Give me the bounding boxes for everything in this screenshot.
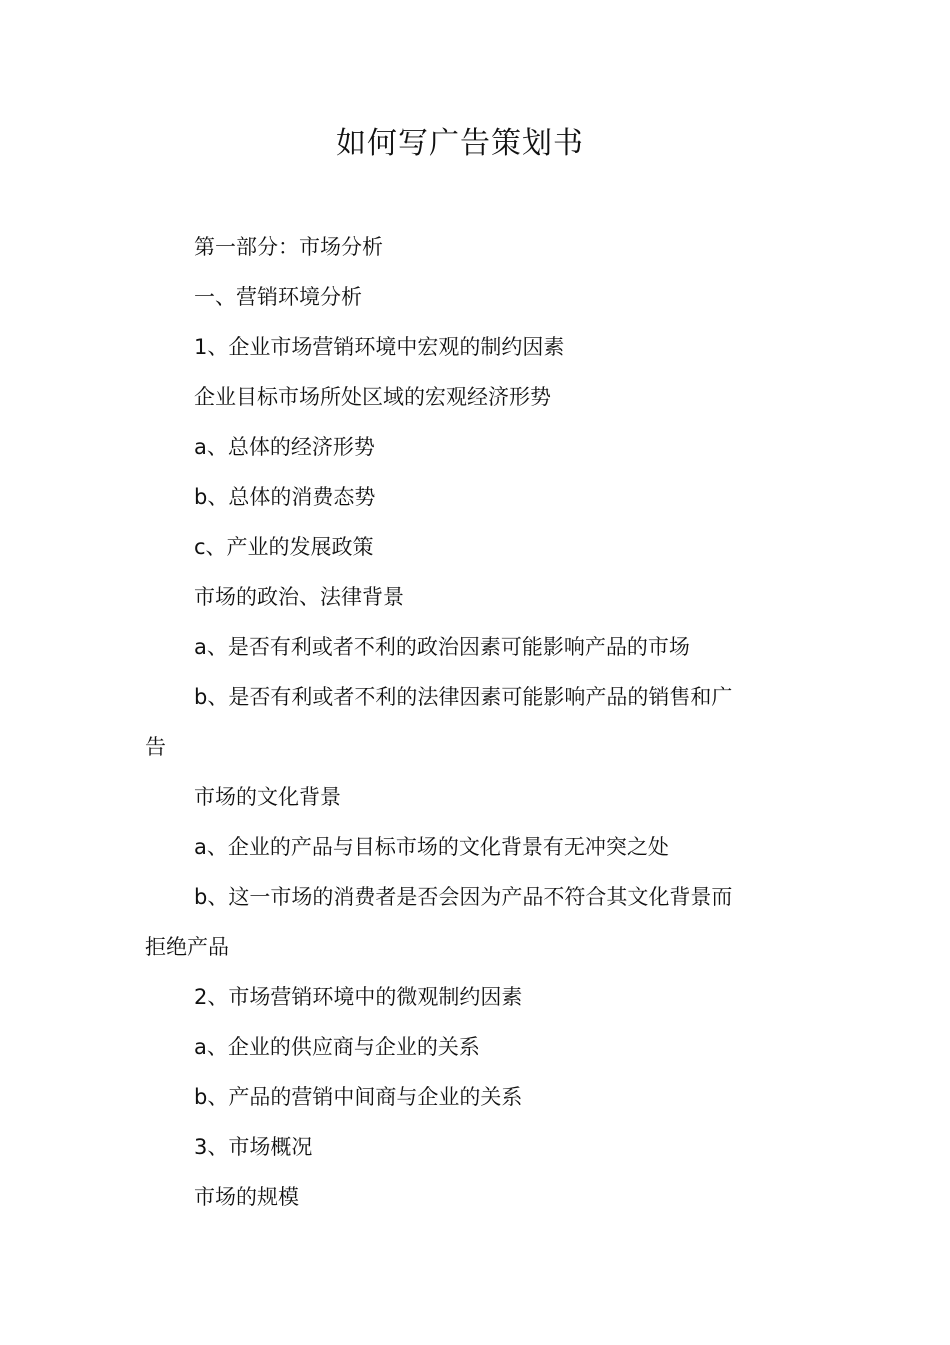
paragraph: 一、营销环境分析	[194, 285, 362, 309]
paragraph: b、这一市场的消费者是否会因为产品不符合其文化背景而拒绝产品	[145, 885, 733, 959]
paragraph: 企业目标市场所处区域的宏观经济形势	[194, 385, 551, 409]
paragraph: b、是否有利或者不利的法律因素可能影响产品的销售和广告	[145, 685, 733, 759]
paragraph: c、产业的发展政策	[194, 535, 374, 559]
paragraph: a、企业的供应商与企业的关系	[194, 1035, 480, 1059]
paragraph: b、总体的消费态势	[194, 485, 376, 509]
paragraph: 2、市场营销环境中的微观制约因素	[194, 985, 523, 1009]
paragraph: 3、市场概况	[194, 1135, 313, 1159]
paragraph: 市场的规模	[194, 1185, 299, 1209]
paragraph: b、产品的营销中间商与企业的关系	[194, 1085, 523, 1109]
paragraph: 市场的文化背景	[194, 785, 341, 809]
paragraph: 第一部分：市场分析	[194, 235, 383, 259]
paragraph: a、总体的经济形势	[194, 435, 375, 459]
paragraph: 1、企业市场营销环境中宏观的制约因素	[194, 335, 565, 359]
paragraph: a、是否有利或者不利的政治因素可能影响产品的市场	[194, 635, 690, 659]
document-title: 如何写广告策划书	[336, 126, 584, 161]
paragraph: 市场的政治、法律背景	[194, 585, 404, 609]
paragraph: a、企业的产品与目标市场的文化背景有无冲突之处	[194, 835, 669, 859]
document-body	[145, 222, 745, 1222]
